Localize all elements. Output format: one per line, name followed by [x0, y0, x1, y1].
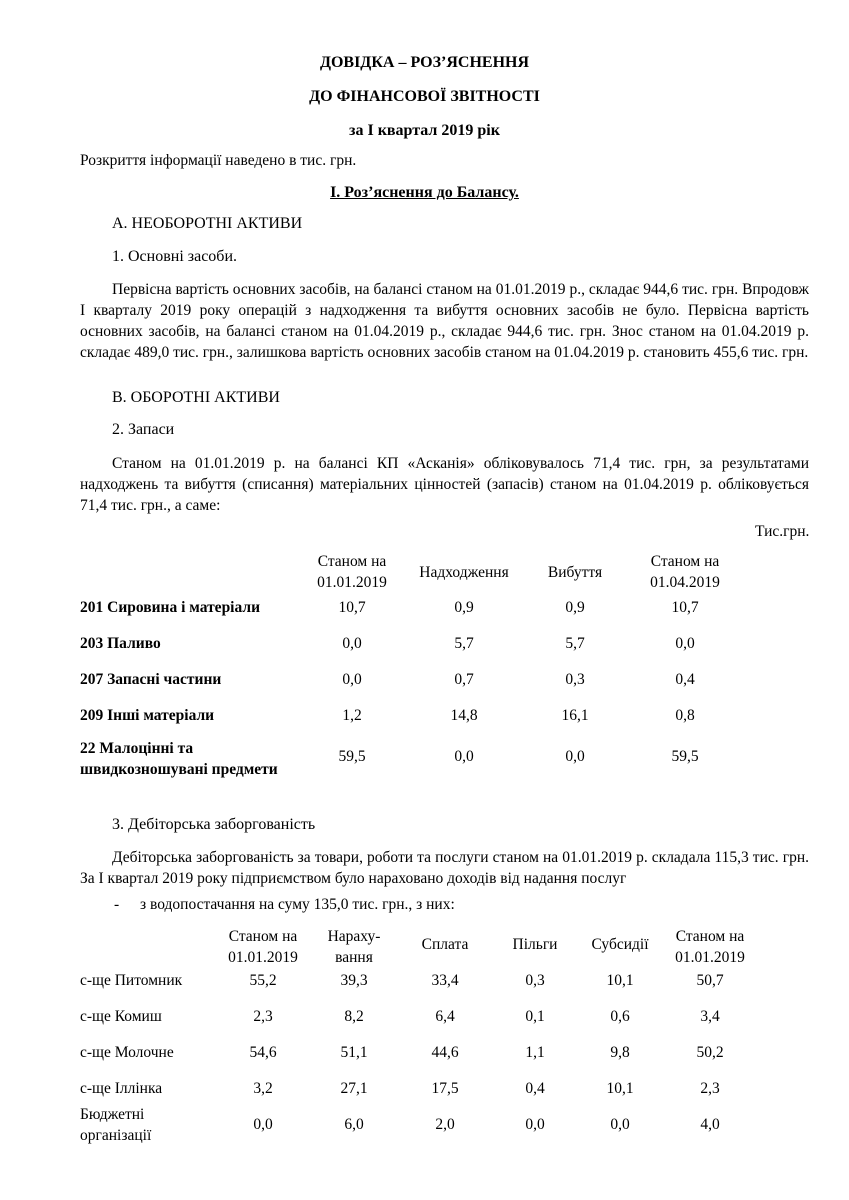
- table-cell: 54,6: [249, 1044, 277, 1061]
- inventory-paragraph: Станом на 01.01.2019 р. на балансі КП «Асканія» обліковувалось 71,4 тис. грн, за результатами надходжень та вибуття (списання) матеріальних цінностей (запасів) станом на 01.04.2019 р. обліковується 71,4 тис. грн., а саме:: [80, 455, 809, 514]
- doc-title-line2: ДО ФІНАНСОВОЇ ЗВІТНОСТІ: [309, 88, 540, 105]
- table-cell: 50,7: [696, 972, 724, 989]
- table-cell: 3,2: [253, 1080, 273, 1097]
- table-cell: 0,9: [565, 599, 585, 616]
- receivables-paragraph: Дебіторська заборгованість за товари, роботи та послуги станом на 01.01.2019 р. складала 115,3 тис. грн. За І квартал 2019 року підприємством було нараховано доходів від надання послуг: [80, 849, 809, 887]
- table2-header-payment: Сплата: [421, 936, 469, 953]
- table-cell: 0,0: [610, 1116, 630, 1133]
- table-cell: 0,4: [675, 671, 695, 688]
- table-cell: 0,3: [565, 671, 585, 688]
- unit-label: Тис.грн.: [755, 523, 810, 540]
- table-cell: 10,1: [606, 972, 634, 989]
- table-cell: 5,7: [454, 635, 474, 652]
- bullet-dash: -: [114, 896, 120, 913]
- doc-title-line3: за I квартал 2019 рік: [349, 122, 500, 139]
- table-cell: 27,1: [340, 1080, 368, 1097]
- table-cell: 0,8: [675, 707, 695, 724]
- table-cell: 0,0: [675, 635, 695, 652]
- table-cell: 2,0: [435, 1116, 455, 1133]
- table-row-label: 203 Паливо: [80, 635, 161, 652]
- table-cell: 1,1: [525, 1044, 545, 1061]
- table-cell: 0,0: [454, 748, 474, 765]
- table-cell: 0,1: [525, 1008, 545, 1025]
- table-cell: 17,5: [431, 1080, 459, 1097]
- table-cell: 51,1: [340, 1044, 368, 1061]
- table-row-label: 209 Інші матеріали: [80, 707, 215, 724]
- fixed-assets-paragraph: Первісна вартість основних засобів, на балансі станом на 01.01.2019 р., складає 944,6 тис. грн. Впродовж І кварталу 2019 року операцій з надходження та вибуття основних засобів не було. Первісна вартість основних засобів, на балансі станом на 01.04.2019 р., складає 944,6 тис. грн. Знос станом на 01.04.2019 р. складає 489,0 тис. грн., залишкова вартість основних засобів станом на 01.04.2019 р. становить 455,6 тис. грн.: [80, 281, 809, 361]
- table-row-label: 201 Сировина і матеріали: [80, 599, 261, 616]
- table-cell: 0,6: [610, 1008, 630, 1025]
- intro-text: Розкриття інформації наведено в тис. грн.: [80, 152, 357, 169]
- bullet-text: з водопостачання на суму 135,0 тис. грн., з них:: [140, 896, 455, 913]
- table1-header-disposal: Вибуття: [547, 564, 603, 581]
- table-cell: 6,4: [435, 1008, 455, 1025]
- table1-header-income: Надходження: [419, 564, 509, 581]
- table-cell: 5,7: [565, 635, 585, 652]
- subsection-fixed-assets: 1. Основні засоби.: [112, 248, 238, 265]
- table1-header-end: Станом на 01.04.2019: [650, 553, 720, 591]
- section-b-heading: В. ОБОРОТНІ АКТИВИ: [112, 389, 280, 406]
- table2-header-benefits: Пільги: [512, 936, 558, 953]
- table-cell: 8,2: [344, 1008, 364, 1025]
- table-row-label: с-ще Питомник: [80, 972, 183, 989]
- table-row-label: 207 Запасні частини: [80, 671, 222, 688]
- table1-header-start: Станом на 01.01.2019: [317, 553, 387, 591]
- table-cell: 14,8: [450, 707, 478, 724]
- table-cell: 0,7: [454, 671, 474, 688]
- table-cell: 0,0: [342, 671, 362, 688]
- table-cell: 44,6: [431, 1044, 459, 1061]
- table-cell: 0,4: [525, 1080, 545, 1097]
- table-row-label: с-ще Молочне: [80, 1044, 174, 1061]
- table2-header-accrual: Нараху-вання: [327, 928, 381, 966]
- table-cell: 2,3: [700, 1080, 720, 1097]
- subsection-inventory: 2. Запаси: [112, 421, 175, 438]
- table2-header-start: Станом на 01.01.2019: [228, 928, 298, 966]
- table-cell: 33,4: [431, 972, 459, 989]
- table2-header-subsidies: Субсидії: [591, 936, 649, 953]
- table-cell: 2,3: [253, 1008, 273, 1025]
- table-row-label: с-ще Іллінка: [80, 1080, 163, 1097]
- table-cell: 6,0: [344, 1116, 364, 1133]
- table-row-label: Бюджетні організації: [80, 1106, 152, 1144]
- table-cell: 55,2: [249, 972, 277, 989]
- table-cell: 59,5: [338, 748, 366, 765]
- table2-header-end: Станом на 01.01.2019: [675, 928, 745, 966]
- table-cell: 3,4: [700, 1008, 720, 1025]
- table-cell: 0,0: [342, 635, 362, 652]
- section1-title: І. Роз’яснення до Балансу.: [330, 184, 519, 201]
- table-cell: 9,8: [610, 1044, 630, 1061]
- table-cell: 1,2: [342, 707, 362, 724]
- table-cell: 0,0: [253, 1116, 273, 1133]
- table-cell: 0,0: [565, 748, 585, 765]
- table-cell: 10,1: [606, 1080, 634, 1097]
- table-cell: 50,2: [696, 1044, 724, 1061]
- table-row-label: 22 Малоцінні та швидкозношувані предмети: [80, 740, 278, 778]
- table-cell: 10,7: [671, 599, 699, 616]
- doc-title-line1: ДОВІДКА – РОЗ’ЯСНЕННЯ: [319, 54, 530, 71]
- table-cell: 0,9: [454, 599, 474, 616]
- table-cell: 59,5: [671, 748, 699, 765]
- subsection-receivables: 3. Дебіторська заборгованість: [112, 816, 316, 833]
- table-cell: 39,3: [340, 972, 368, 989]
- table-cell: 10,7: [338, 599, 366, 616]
- section-a-heading: А. НЕОБОРОТНІ АКТИВИ: [112, 215, 303, 232]
- table-cell: 0,0: [525, 1116, 545, 1133]
- table-cell: 4,0: [700, 1116, 720, 1133]
- table-cell: 0,3: [525, 972, 545, 989]
- table-row-label: с-ще Комиш: [80, 1008, 162, 1025]
- table-cell: 16,1: [561, 707, 589, 724]
